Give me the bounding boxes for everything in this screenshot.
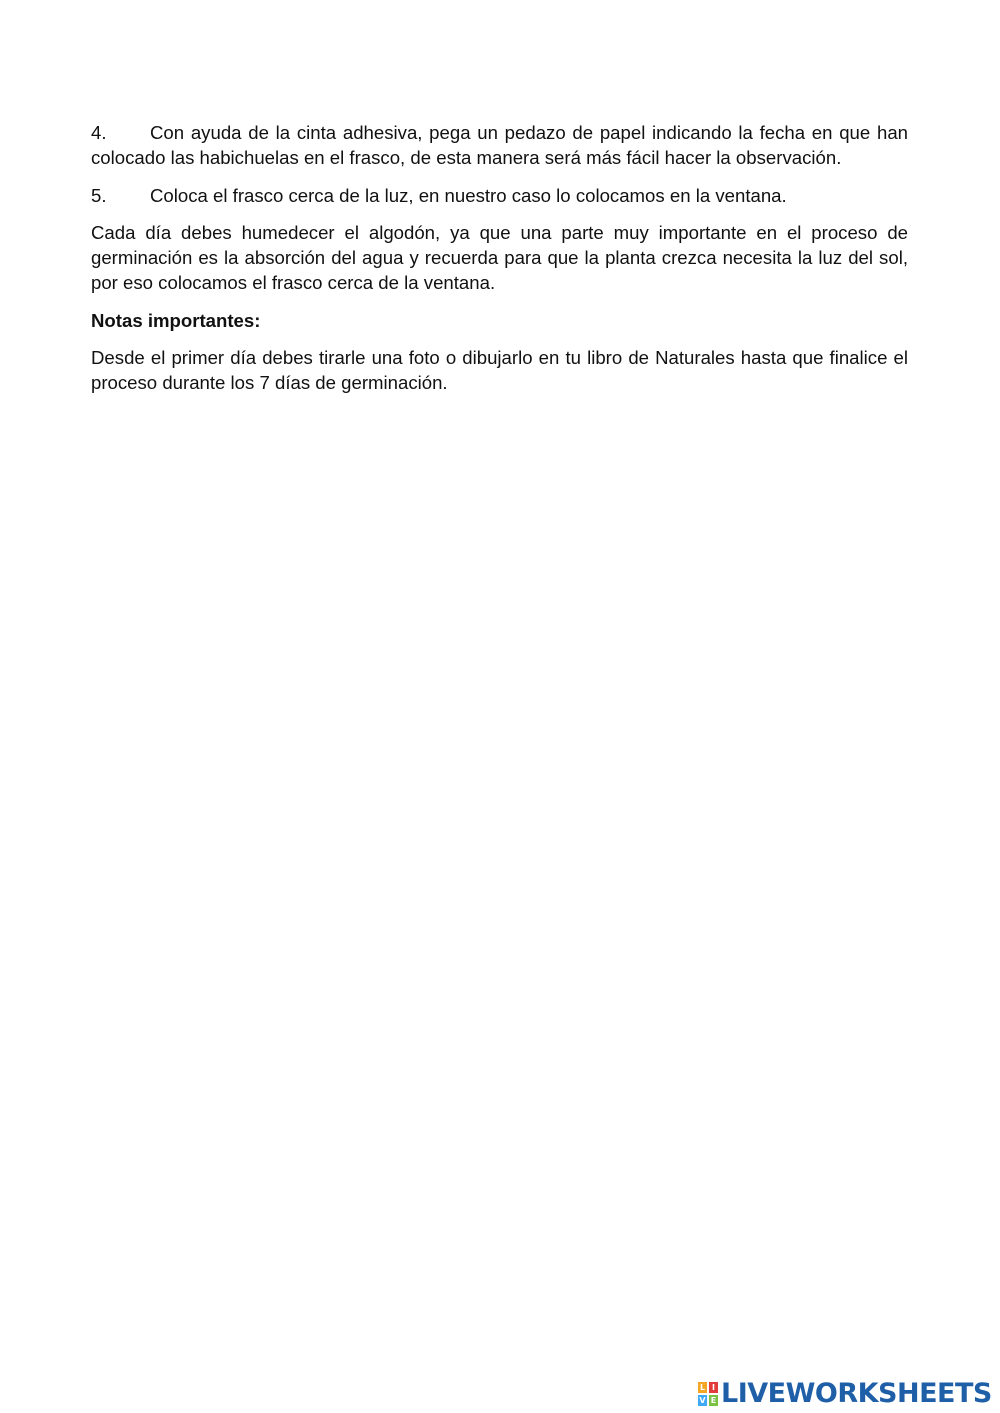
liveworksheets-logo-icon: [698, 1382, 718, 1406]
step-4-number: 4.: [91, 122, 107, 143]
step-5: [91, 183, 908, 208]
step-5-text: Coloca el frasco cerca de la luz, en nuestro caso lo colocamos en la ventana.: [150, 184, 787, 206]
notes-heading: Notas importantes:: [91, 309, 261, 331]
liveworksheets-logo: [698, 1380, 992, 1408]
liveworksheets-logo-text: LIVEWORKSHEETS: [721, 1378, 992, 1409]
logo-mark-letter-3: V: [699, 1396, 706, 1405]
care-paragraph: Cada día debes humedecer el algodón, ya que una parte muy importante en el proceso de germinación es la absorción del agua y recuerda para que la planta crezca necesita la luz del sol, por eso colocamos el frasco cerca de la ventana.: [91, 221, 908, 294]
logo-mark-letter-4: E: [710, 1396, 717, 1405]
worksheet-body: [91, 120, 908, 408]
step-4: [91, 120, 908, 171]
notes-paragraph: Desde el primer día debes tirarle una foto o dibujarlo en tu libro de Naturales hasta que finalice el proceso durante los 7 días de germinación.: [91, 347, 908, 394]
logo-mark-letter-1: L: [699, 1383, 706, 1392]
step-5-number: 5.: [91, 184, 107, 206]
step-4-text: Con ayuda de la cinta adhesiva, pega un pedazo de papel indicando la fecha en que han colocado las habichuelas en el frasco, de esta manera será más fácil hacer la observación.: [91, 122, 908, 169]
logo-mark-letter-2: I: [709, 1382, 718, 1393]
